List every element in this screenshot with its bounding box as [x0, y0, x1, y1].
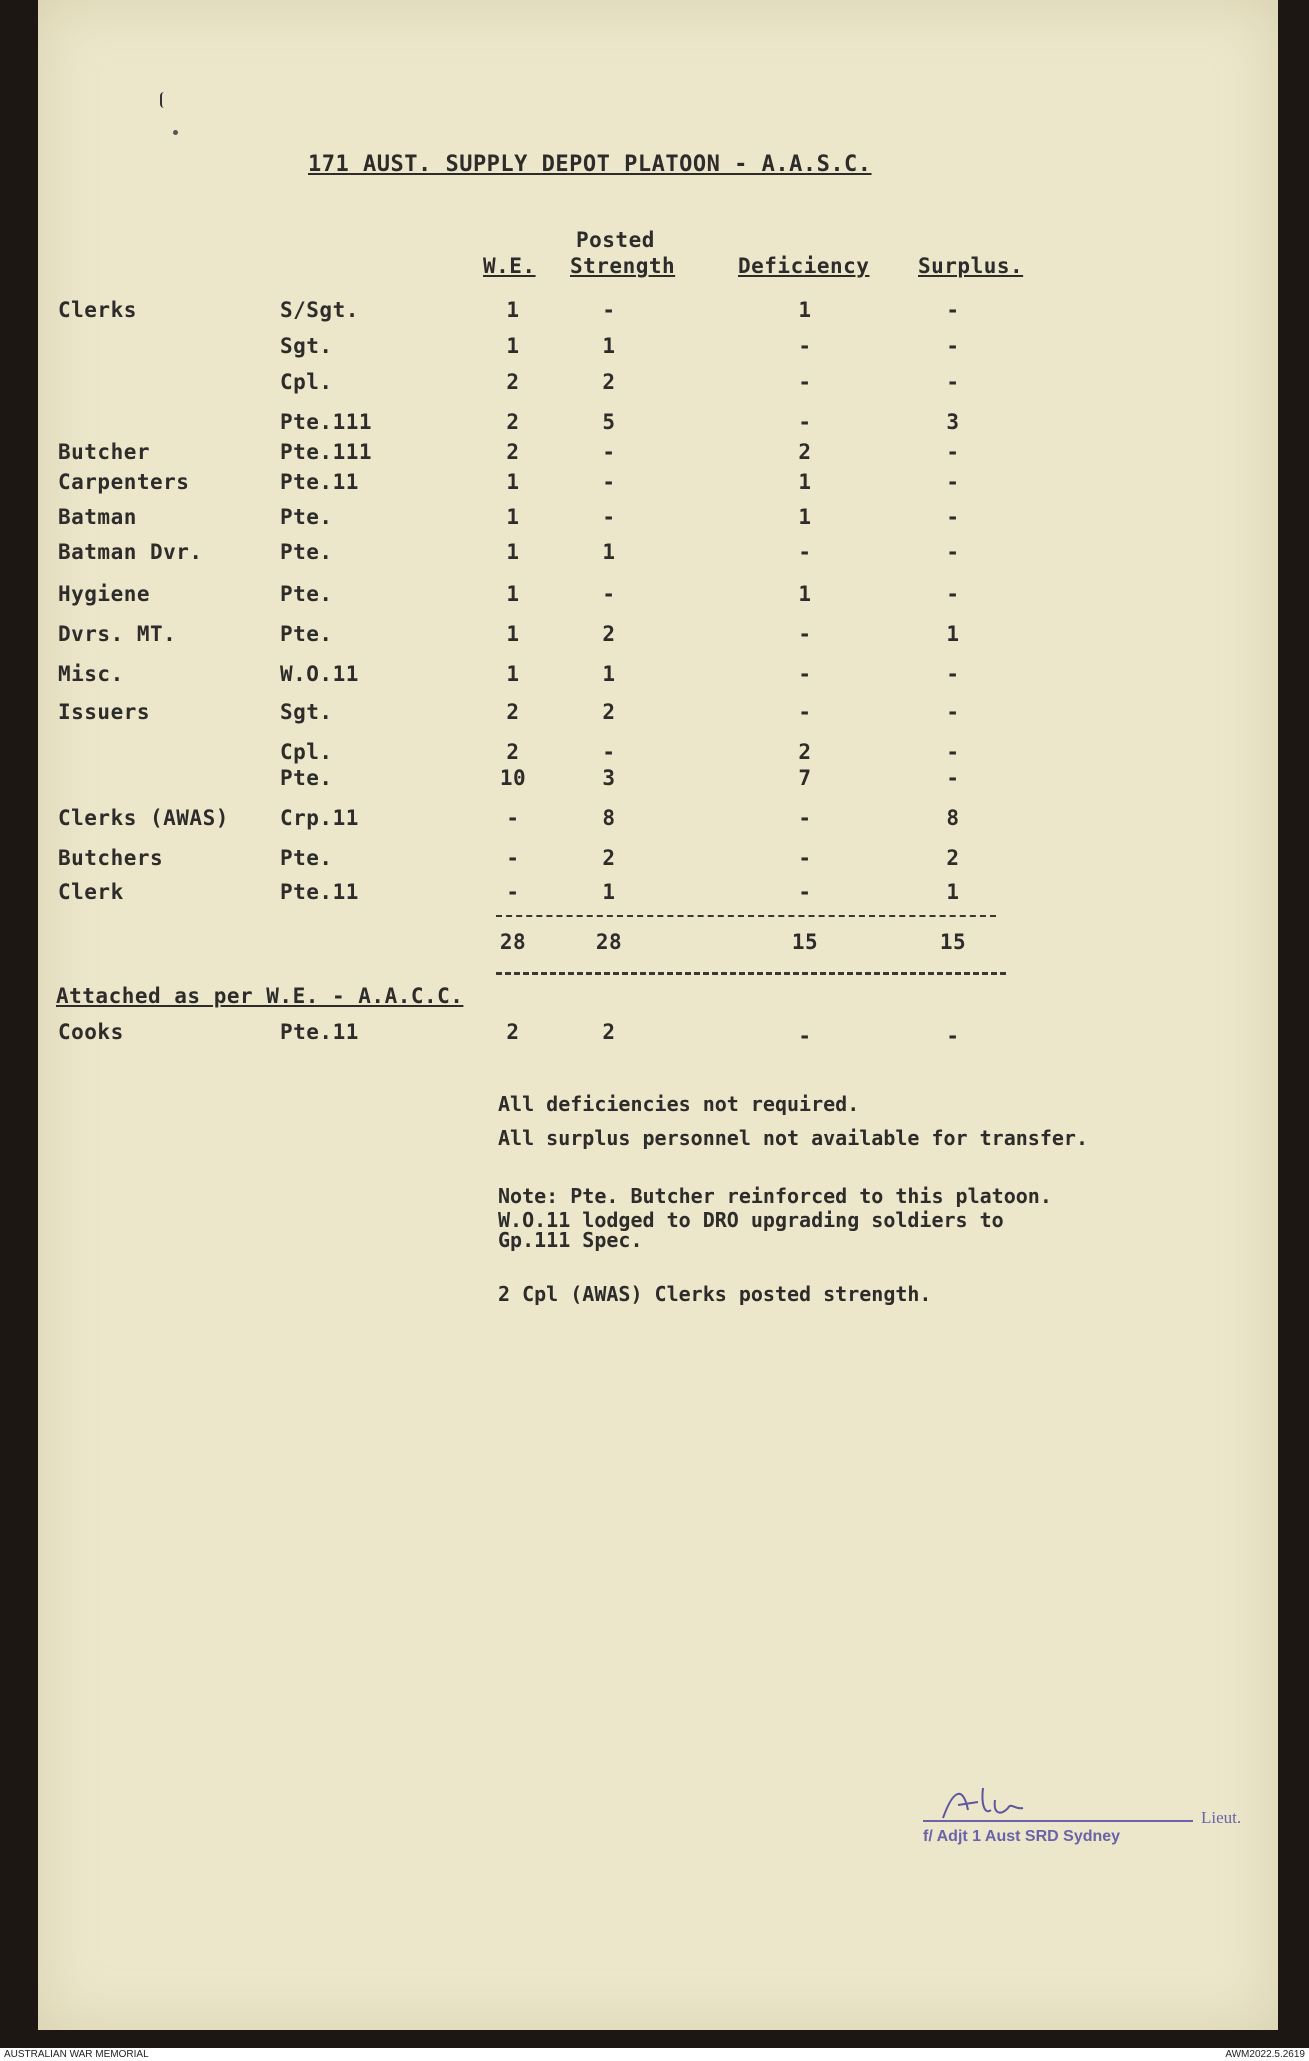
row-we: 2	[506, 370, 520, 394]
row-deficiency: -	[798, 540, 812, 564]
document-title: 171 AUST. SUPPLY DEPOT PLATOON - A.A.S.C.	[308, 152, 872, 177]
row-deficiency: -	[798, 880, 812, 904]
row-surplus: -	[946, 662, 960, 686]
row-posted: 3	[602, 766, 616, 790]
total-posted: 28	[595, 930, 623, 954]
note-wo-line2: Gp.111 Spec.	[498, 1228, 643, 1252]
row-deficiency: 7	[798, 766, 812, 790]
row-we: -	[506, 846, 520, 870]
row-surplus: -	[946, 700, 960, 724]
row-deficiency: -	[798, 410, 812, 434]
row-surplus: -	[946, 505, 960, 529]
row-category: Batman Dvr.	[58, 540, 203, 564]
header-we: W.E.	[483, 254, 536, 278]
archive-footer	[0, 2048, 1309, 2061]
row-category: Clerks	[58, 298, 137, 322]
row-deficiency: -	[798, 334, 812, 358]
row-deficiency: -	[798, 700, 812, 724]
row-surplus: 2	[946, 846, 960, 870]
row-posted: 1	[602, 662, 616, 686]
row-rank: Pte.111	[280, 410, 373, 434]
row-surplus: -	[946, 370, 960, 394]
row-we: 1	[506, 470, 520, 494]
row-rank: Pte.	[280, 766, 333, 790]
row-surplus: -	[946, 440, 960, 464]
row-surplus: -	[946, 334, 960, 358]
row-deficiency: 2	[798, 440, 812, 464]
row-we: 1	[506, 298, 520, 322]
handwritten-signature	[883, 1780, 1083, 1830]
row-deficiency: -	[798, 806, 812, 830]
row-surplus: 1	[946, 622, 960, 646]
row-rank: Pte.	[280, 582, 333, 606]
row-posted: 1	[602, 540, 616, 564]
attached-we: 2	[506, 1020, 520, 1044]
note-deficiencies: All deficiencies not required.	[498, 1092, 860, 1116]
row-surplus: -	[946, 766, 960, 790]
header-deficiency: Deficiency	[738, 254, 870, 278]
row-posted: 2	[602, 370, 616, 394]
attached-category: Cooks	[58, 1020, 124, 1044]
header-surplus: Surplus.	[918, 254, 1024, 278]
row-surplus: -	[946, 470, 960, 494]
row-category: Issuers	[58, 700, 151, 724]
signature-stamp: f/ Adjt 1 Aust SRD Sydney	[923, 1828, 1121, 1845]
row-we: 1	[506, 582, 520, 606]
row-category: Dvrs. MT.	[58, 622, 177, 646]
note-surplus: All surplus personnel not available for transfer.	[498, 1126, 1089, 1150]
row-category: Butcher	[58, 440, 151, 464]
row-category: Misc.	[58, 662, 124, 686]
total-rule-top	[496, 915, 996, 917]
row-posted: 8	[602, 806, 616, 830]
row-posted: 2	[602, 622, 616, 646]
note-wo-line1: W.O.11 lodged to DRO upgrading soldiers to	[498, 1208, 1004, 1232]
row-deficiency: -	[798, 370, 812, 394]
header-strength: Strength	[570, 254, 676, 278]
row-rank: W.O.11	[280, 662, 359, 686]
row-deficiency: 2	[798, 740, 812, 764]
footer-institution: AUSTRALIAN WAR MEMORIAL	[4, 2049, 149, 2060]
note-awas-clerks: 2 Cpl (AWAS) Clerks posted strength.	[498, 1282, 932, 1306]
row-posted: 1	[602, 334, 616, 358]
attached-deficiency: -	[798, 1024, 812, 1048]
row-deficiency: -	[798, 846, 812, 870]
footer-reference: AWM2022.5.2619	[1225, 2049, 1305, 2060]
attached-surplus: -	[946, 1024, 960, 1048]
row-posted: -	[602, 298, 616, 322]
row-rank: Pte.11	[280, 880, 359, 904]
row-surplus: 3	[946, 410, 960, 434]
row-deficiency: 1	[798, 298, 812, 322]
header-posted: Posted	[576, 228, 655, 252]
row-category: Hygiene	[58, 582, 151, 606]
row-category: Batman	[58, 505, 137, 529]
row-surplus: -	[946, 298, 960, 322]
total-rule-bottom	[496, 972, 1006, 975]
row-we: 1	[506, 540, 520, 564]
row-surplus: 8	[946, 806, 960, 830]
row-rank: Pte.	[280, 540, 333, 564]
row-category: Clerks (AWAS)	[58, 806, 229, 830]
row-rank: Crp.11	[280, 806, 359, 830]
row-we: 2	[506, 410, 520, 434]
row-deficiency: -	[798, 662, 812, 686]
row-posted: 2	[602, 846, 616, 870]
row-deficiency: 1	[798, 470, 812, 494]
attached-heading: Attached as per W.E. - A.A.C.C.	[56, 984, 464, 1008]
pencil-mark	[160, 92, 168, 108]
row-rank: Cpl.	[280, 740, 333, 764]
note-butcher: Note: Pte. Butcher reinforced to this platoon.	[498, 1184, 1052, 1208]
punch-mark	[173, 130, 178, 135]
attached-posted: 2	[602, 1020, 616, 1044]
signature-block	[883, 1780, 1243, 1860]
row-posted: -	[602, 582, 616, 606]
row-category: Clerk	[58, 880, 124, 904]
row-deficiency: 1	[798, 582, 812, 606]
row-rank: Pte.	[280, 622, 333, 646]
row-we: -	[506, 880, 520, 904]
row-we: 1	[506, 662, 520, 686]
row-rank: Pte.	[280, 846, 333, 870]
row-we: 2	[506, 700, 520, 724]
row-we: -	[506, 806, 520, 830]
row-rank: Pte.	[280, 505, 333, 529]
attached-rank: Pte.11	[280, 1020, 359, 1044]
row-rank: Sgt.	[280, 700, 333, 724]
row-we: 1	[506, 334, 520, 358]
row-posted: -	[602, 470, 616, 494]
row-posted: 5	[602, 410, 616, 434]
row-rank: Pte.111	[280, 440, 373, 464]
row-deficiency: 1	[798, 505, 812, 529]
row-posted: 1	[602, 880, 616, 904]
total-deficiency: 15	[791, 930, 819, 954]
signature-rank: Lieut.	[1201, 1808, 1242, 1827]
total-surplus: 15	[939, 930, 967, 954]
row-surplus: -	[946, 582, 960, 606]
row-posted: -	[602, 440, 616, 464]
row-category: Butchers	[58, 846, 164, 870]
row-rank: Cpl.	[280, 370, 333, 394]
row-category: Carpenters	[58, 470, 190, 494]
row-surplus: -	[946, 740, 960, 764]
row-rank: Pte.11	[280, 470, 359, 494]
row-we: 2	[506, 740, 520, 764]
row-rank: S/Sgt.	[280, 298, 359, 322]
row-surplus: 1	[946, 880, 960, 904]
row-we: 10	[499, 766, 527, 790]
row-we: 2	[506, 440, 520, 464]
row-we: 1	[506, 505, 520, 529]
document-page	[38, 0, 1278, 2030]
row-we: 1	[506, 622, 520, 646]
row-posted: -	[602, 505, 616, 529]
row-surplus: -	[946, 540, 960, 564]
row-deficiency: -	[798, 622, 812, 646]
row-rank: Sgt.	[280, 334, 333, 358]
total-we: 28	[499, 930, 527, 954]
row-posted: -	[602, 740, 616, 764]
signature-line	[923, 1820, 1193, 1822]
row-posted: 2	[602, 700, 616, 724]
